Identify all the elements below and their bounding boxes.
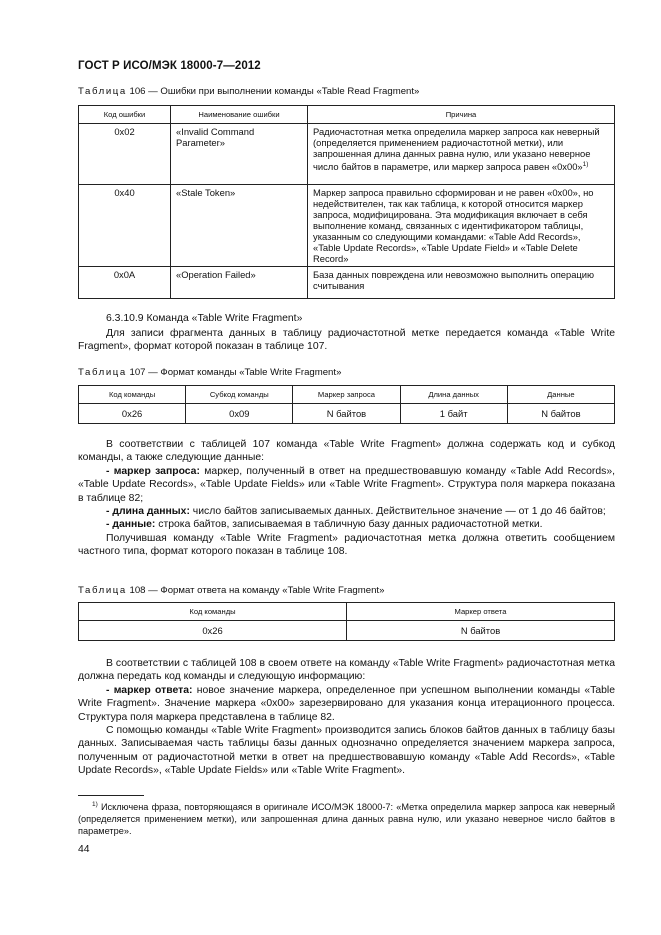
body-text-block-2: В соответствии с таблицей 108 в своем ответе на команду «Table Write Fragment» радиочастотная метка должна передать код команды и следующую информацию: - маркер ответа: новое значение маркера, определенное при успешном выполнении команды «Table Write Fragment». Значение маркера «0x00» зарезервировано для указания конца итерационного процесса. Структура поля маркера представлена в таблице 82. С помощью команды «Table Write Fragment» производится запись блоков байтов данных в таблицу базы данных. Записываемая часть таблицы базы данных однозначно определяется значением маркера запроса, полученным от радиочастотной метки в ответ на предшествовавшую команду «Table Add Records», «Table Update Records», «Table Update Fields» или «Table Write Fragment». bbox=[78, 658, 615, 777]
error-reason-cell: Маркер запроса правильно сформирован и не равен «0x00», но недействителен, так как таблица, к которой относится маркер запроса, модифицирована. Эта модификация включает в себя выполнение команд, связанных с идентификатором таблицы, указанным со следующими командами: «Table Add Records», «Table Update Records», «Table Update Field» и «Table Delete Record» bbox=[308, 185, 615, 267]
list-item: - данные: строка байтов, записываемая в табличную базу данных радиочастотной метки. bbox=[106, 519, 543, 531]
table-row bbox=[79, 404, 615, 424]
column-header: Код ошибки bbox=[79, 106, 171, 124]
table-header-row bbox=[79, 386, 615, 404]
list-item: - длина данных: число байтов записываемых данных. Действительное значение — от 1 до 46 байтов; bbox=[106, 506, 606, 518]
section-heading: 6.3.10.9 Команда «Table Write Fragment» bbox=[106, 313, 303, 324]
footnote-mark: 1) bbox=[92, 801, 98, 808]
footnote-ref: 1) bbox=[582, 161, 589, 168]
table-107 bbox=[78, 385, 615, 424]
table-row bbox=[79, 124, 615, 185]
error-reason-cell: База данных повреждена или невозможно выполнить операцию считывания bbox=[308, 267, 615, 299]
table-cell: 0x26 bbox=[79, 404, 186, 424]
table-header-row bbox=[79, 106, 615, 124]
table-cell: N байтов bbox=[293, 404, 400, 424]
error-reason-cell: Радиочастотная метка определила маркер запроса как неверный (определяется применением радиочастотной метки), или запрошенная длина данных равна нулю, или указано неверное число байтов в параметре, или маркер запроса равен «0x00»$^{1)}$ bbox=[308, 124, 615, 185]
error-name-cell: «Operation Failed» bbox=[171, 267, 308, 299]
list-item: - маркер ответа: новое значение маркера, определенное при успешном выполнении команды «Table Write Fragment». Значение маркера «0x00» зарезервировано для указания конца итерационного процесса. Структура поля маркера представлена в таблице 82. bbox=[78, 684, 615, 723]
table-cell: 1 байт bbox=[400, 404, 507, 424]
error-code-cell: 0x40 bbox=[79, 185, 171, 267]
column-header: Маркер ответа bbox=[347, 603, 615, 621]
footnote: $^{1)}$ Исключена фраза, повторяющаяся в оригинале ИСО/МЭК 18000-7: «Метка определила маркер запроса как неверный (определяется применением метки), или запрошенная длина данных равна нулю, или указано неверное число байтов в параметре». bbox=[78, 801, 615, 837]
column-header: Субкод команды bbox=[186, 386, 293, 404]
table-107-caption: Таблица 107 — Формат команды «Table Write Fragment» bbox=[78, 367, 342, 378]
column-header: Маркер запроса bbox=[293, 386, 400, 404]
column-header: Код команды bbox=[79, 386, 186, 404]
error-name-cell: «Stale Token» bbox=[171, 185, 308, 267]
table-header-row bbox=[79, 603, 615, 621]
table-row bbox=[79, 185, 615, 267]
column-header: Наименование ошибки bbox=[171, 106, 308, 124]
error-code-cell: 0x02 bbox=[79, 124, 171, 185]
table-row bbox=[79, 267, 615, 299]
error-name-cell: «Invalid Command Parameter» bbox=[171, 124, 308, 185]
table-108-caption: Таблица 108 — Формат ответа на команду «Table Write Fragment» bbox=[78, 585, 385, 596]
paragraph-intro: Для записи фрагмента данных в таблицу радиочастотной метке передается команда «Table Write Fragment», формат которой показан в таблице 107. bbox=[78, 328, 615, 353]
list-item: - маркер запроса: маркер, полученный в ответ на предшествовавшую команду «Table Add Records», «Table Update Records», «Table Update Fields» или «Table Write Fragment». Структура поля маркера показана в таблице 82; bbox=[78, 465, 615, 504]
column-header: Длина данных bbox=[400, 386, 507, 404]
column-header: Код команды bbox=[79, 603, 347, 621]
table-108 bbox=[78, 602, 615, 641]
table-106-caption: Таблица 106 — Ошибки при выполнении команды «Table Read Fragment» bbox=[78, 86, 420, 97]
table-cell: 0x26 bbox=[79, 621, 347, 641]
footnote-divider bbox=[78, 795, 144, 796]
page-number: 44 bbox=[78, 844, 90, 855]
error-code-cell: 0x0A bbox=[79, 267, 171, 299]
document-header: ГОСТ Р ИСО/МЭК 18000-7—2012 bbox=[78, 60, 261, 72]
column-header: Причина bbox=[308, 106, 615, 124]
table-cell: N байтов bbox=[507, 404, 614, 424]
column-header: Данные bbox=[507, 386, 614, 404]
table-row bbox=[79, 621, 615, 641]
body-text-block: В соответствии с таблицей 107 команда «Table Write Fragment» должна содержать код и субкод команды, а также следующие данные: - маркер запроса: маркер, полученный в ответ на предшествовавшую команду «Table Add Records», «Table Update Records», «Table Update Fields» или «Table Write Fragment». Структура поля маркера показана в таблице 82; - длина данных: число байтов записываемых данных. Действительное значение — от 1 до 46 байтов; - данные: строка байтов, записываемая в табличную базу данных радиочастотной метки. Получившая команду «Table Write Fragment» радиочастотная метка должна ответить сообщением частного типа, формат которого показан в таблице 108. bbox=[78, 439, 615, 558]
table-cell: N байтов bbox=[347, 621, 615, 641]
table-106 bbox=[78, 105, 615, 299]
table-cell: 0x09 bbox=[186, 404, 293, 424]
